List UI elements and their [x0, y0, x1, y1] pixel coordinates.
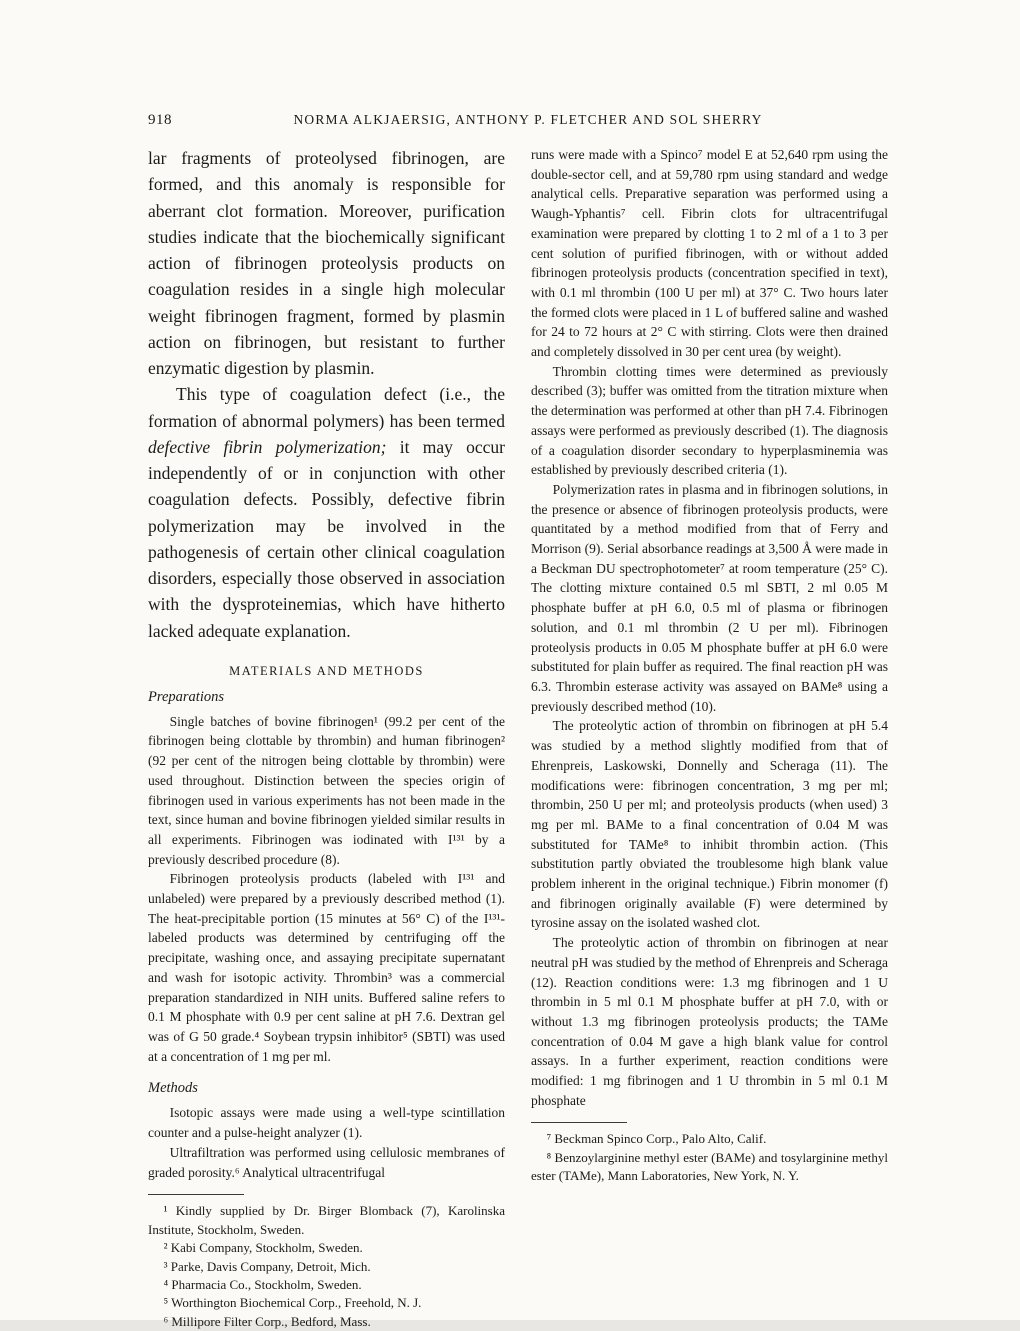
- body-paragraph: Thrombin clotting times were determined as previously described (3); buffer was omitted from the titration mixture when the determination was performed at other than pH 7.4. Fibrinogen assays were performed as previously described (1). The diagnosis of a coagulation disorder secondary to hyperplasminemia was established by previously described criteria (1).: [531, 363, 888, 478]
- footnote: ⁷ Beckman Spinco Corp., Palo Alto, Calif.: [546, 1131, 767, 1147]
- methods-paragraph: Ultrafiltration was performed using cellulosic membranes of graded porosity.⁶ Analytical ultracentrifugal: [148, 1144, 505, 1180]
- intro-paragraph-2: [148, 381, 505, 644]
- footnote: ³ Parke, Davis Company, Detroit, Mich.: [163, 1258, 371, 1274]
- subheading-preparations: Preparations: [148, 688, 224, 705]
- italic-term: defective fibrin polymerization;: [148, 436, 387, 457]
- footnote: ⁸ Benzoylarginine methyl ester (BAMe) and tosylarginine methyl ester (TAMe), Mann Laboratories, New York, N. Y.: [531, 1149, 888, 1184]
- footnote: ⁴ Pharmacia Co., Stockholm, Sweden.: [163, 1277, 362, 1293]
- preparations-paragraph: Fibrinogen proteolysis products (labeled with I¹³¹ and unlabeled) were prepared by a previously described method (1). The heat-precipitable portion (15 minutes at 56° C) of the I¹³¹-labeled products was determined by centrifuging off the precipitate, washing once, and assaying precipitate supernatant and wash for isotopic activity. Thrombin³ was a commercial preparation standardized in NIH units. Buffered saline refers to 0.1 M phosphate with 0.9 per cent saline at pH 7.6. Dextran gel was of G 50 grade.⁴ Soybean trypsin inhibitor⁵ (SBTI) was used at a concentration of 1 mg per ml.: [148, 871, 505, 1064]
- right-column: [531, 145, 888, 1331]
- footnote: ⁶ Millipore Filter Corp., Bedford, Mass.: [163, 1313, 371, 1329]
- body-paragraph: The proteolytic action of thrombin on fibrinogen at near neutral pH was studied by the method of Ehrenpreis and Scheraga (12). Reaction conditions were: 1.3 mg fibrinogen and 1 U thrombin in 5 ml 0.1 M phosphate buffer at pH 7.0, with or without 1.3 mg fibrinogen proteolysis products; the TAMe concentration of 0.04 M gave a high blank value for control assays. In a further experiment, reaction conditions were modified: 1 mg fibrinogen and 1 U thrombin in 5 ml 0.1 M phosphate: [531, 935, 888, 1108]
- two-column-body: [148, 145, 888, 1331]
- footnote: ⁵ Worthington Biochemical Corp., Freehold, N. J.: [163, 1295, 422, 1311]
- body-paragraph: Polymerization rates in plasma and in fibrinogen solutions, in the presence or absence of fibrinogen proteolysis products, were quantitated by a method modified from that of Ferry and Morrison (9). Serial absorbance readings at 3,500 Å were made in a Beckman DU spectrophotometer⁷ at room temperature (25° C). The clotting mixture contained 0.5 ml SBTI, 2 ml 0.05 M phosphate buffer at pH 6.0, 0.5 ml of plasma or fibrinogen solution, and 0.1 ml thrombin (2 U per ml). Fibrinogen proteolysis products in 0.05 M phosphate buffer at pH 6.0 were substituted for plain buffer as required. The final reaction pH was 6.3. Thrombin esterase activity was assayed on BAMe⁸ using a previously described method (10).: [531, 481, 888, 714]
- subheading-methods: Methods: [148, 1080, 198, 1097]
- preparations-paragraph: Single batches of bovine fibrinogen¹ (99.2 per cent of the fibrinogen being clottable by thrombin) and human fibrinogen² (92 per cent of the nitrogen being clottable by thrombin) were used throughout. Distinction between the species origin of fibrinogen used in various experiments has not been made in the text, since human and bovine fibrinogen yielded similar results in all experiments. Fibrinogen was iodinated with I¹³¹ by a previously described procedure (8).: [148, 713, 505, 867]
- footnote: ² Kabi Company, Stockholm, Sweden.: [163, 1240, 363, 1256]
- methods-paragraph: Isotopic assays were made using a well-type scintillation counter and a pulse-height analyzer (1).: [148, 1105, 505, 1141]
- footnote-rule: [148, 1194, 244, 1195]
- footnote-rule: [531, 1122, 627, 1123]
- paragraph-text: it may occur independently of or in conjunction with other coagulation defects. Possibly, defective fibrin polymerization may be involved in the pathogenesis of certain other clinical coagulation disorders, especially those observed in association with the dysproteinemias, which have hitherto lacked adequate explanation.: [148, 436, 506, 641]
- page-header: [148, 112, 888, 129]
- body-paragraph: The proteolytic action of thrombin on fibrinogen at pH 5.4 was studied by a method slightly modified from that of Ehrenpreis, Laskowski, Donnelly and Scheraga (11). The modifications were: fibrinogen concentration, 3 mg per ml; thrombin, 250 U per ml; and proteolysis products (when used) 3 mg per ml. BAMe to a final concentration of 0.04 M was substituted for TAMe⁸ to inhibit thrombin action. (This substitution partly obviated the troublesome high blank value problem inherent in the original technique.) Fibrin monomer (f) and fibrinogen originally available (F) were determined by tyrosine assay on the isolated washed clot.: [531, 718, 888, 931]
- running-head: NORMA ALKJAERSIG, ANTHONY P. FLETCHER AND SOL SHERRY: [293, 112, 763, 127]
- section-heading-materials-methods: MATERIALS AND METHODS: [229, 663, 424, 678]
- left-column: [148, 145, 505, 1331]
- footnote: ¹ Kindly supplied by Dr. Birger Blomback (7), Karolinska Institute, Stockholm, Sweden.: [148, 1203, 505, 1237]
- paragraph-text: This type of coagulation defect (i.e., the formation of abnormal polymers) has been termed: [148, 384, 505, 431]
- body-paragraph: runs were made with a Spinco⁷ model E at 52,640 rpm using the double-sector cell, and at 59,780 rpm using standard and wedge analytical cells. Preparative separation was performed using a Waugh-Yphantis⁷ cell. Fibrin clots for ultracentrifugal examination were prepared by clotting 1 to 2 ml of a 1 to 3 per cent solution of purified fibrinogen, with or without added fibrinogen proteolysis products (concentration specified in text), with 0.1 ml thrombin (100 U per ml) at 37° C. Two hours later the formed clots were placed in 1 L of buffered saline and washed for 24 to 72 hours at 2° C with stirring. Clots were then drained and completely dissolved in 30 per cent urea (by weight).: [531, 147, 888, 360]
- page-number: 918: [148, 112, 172, 128]
- intro-paragraph-1: lar fragments of proteolysed fibrinogen, are formed, and this anomaly is responsible for aberrant clot formation. Moreover, purification studies indicate that the biochemically significant action of fibrinogen proteolysis products on coagulation resides in a single high molecular weight fibrinogen fragment, formed by plasmin action on fibrinogen, but resistant to further enzymatic digestion by plasmin.: [148, 148, 505, 378]
